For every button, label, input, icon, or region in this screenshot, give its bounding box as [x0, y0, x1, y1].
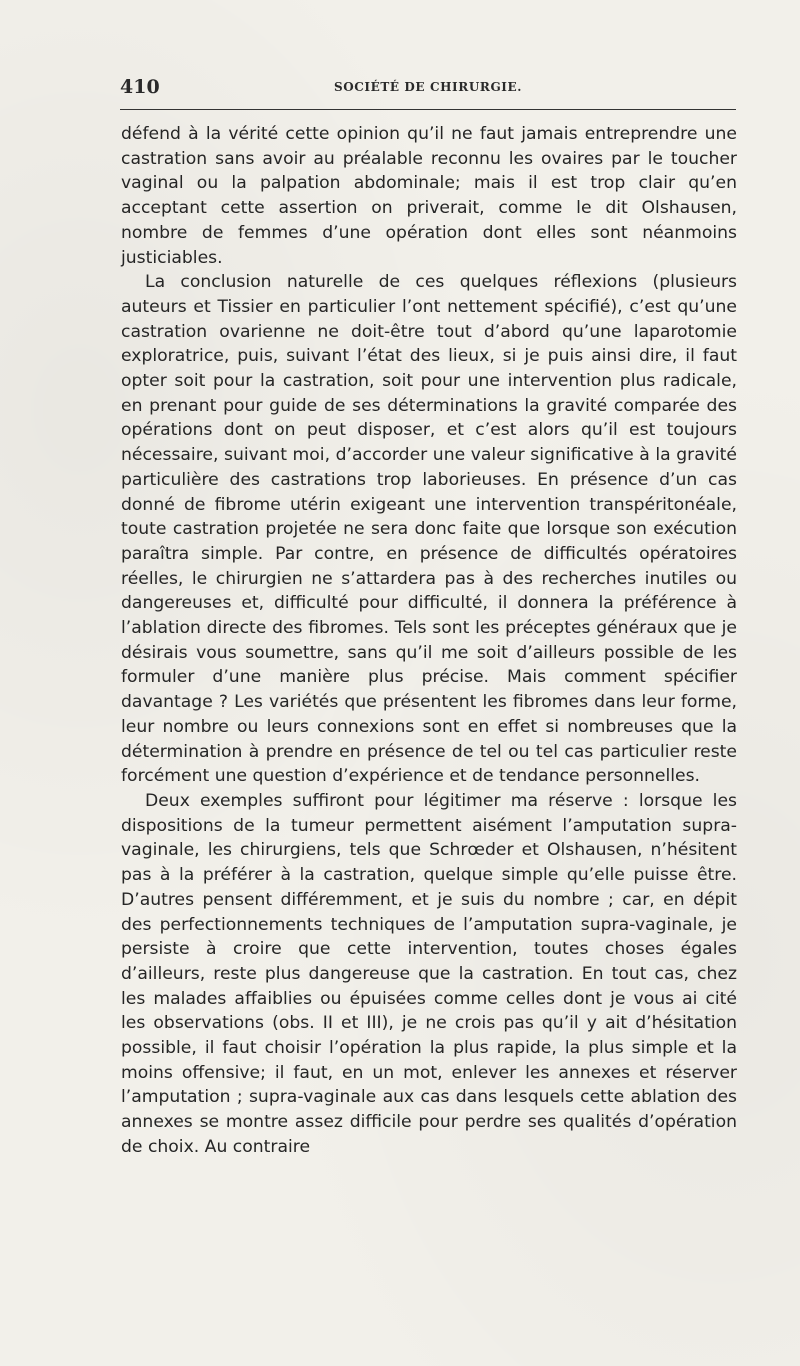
- running-head: SOCIÉTÉ DE CHIRURGIE.: [333, 80, 523, 94]
- body-text: [121, 122, 737, 1160]
- paragraph-conclusion: La conclusion naturelle de ces quelques réflexions (plusieurs auteurs et Tissier en particulier l’ont nettement spécifié), c’est qu’une castration ovarienne ne doit-être tout d’abord qu’une laparotomie exploratrice, puis, suivant l’état des lieux, si je puis ainsi dire, il faut opter soit pour la castration, soit pour une intervention plus radicale, en prenant pour guide de ses déterminations la gravité comparée des opérations dont on peut disposer, et c’est alors qu’il est toujours nécessaire, suivant moi, d’accorder une valeur significative à la gravité particulière des castrations trop laborieuses. En présence d’un cas donné de fibrome utérin exigeant une intervention transpéritonéale, toute castration projetée ne sera donc faite que lorsque son exécution paraîtra simple. Par contre, en présence de difficultés opératoires réelles, le chirurgien ne s’attardera pas à des recherches inutiles ou dangereuses et, difficulté pour difficulté, il donnera la préférence à l’ablation directe des fibromes. Tels sont les préceptes généraux que je désirais vous soumettre, sans qu’il me soit d’ailleurs possible de les formuler d’une manière plus précise. Mais comment spécifier davantage ? Les variétés que présentent les fibromes dans leur forme, leur nombre ou leurs connexions sont en effet si nombreuses que la détermination à prendre en présence de tel ou tel cas particulier reste forcément une question d’expérience et de tendance personnelles.: [121, 272, 737, 787]
- page-header: [120, 76, 736, 100]
- header-rule: [120, 109, 736, 110]
- paragraph-examples: Deux exemples suffiront pour légitimer ma réserve : lorsque les dispositions de la tumeur permettent aisément l’amputation supra-vaginale, les chirurgiens, tels que Schrœder et Olshausen, n’hésitent pas à la préférer à la castration, quelque simple qu’elle puisse être. D’autres pensent différemment, et je suis du nombre ; car, en dépit des perfectionnements techniques de l’amputation supra-vaginale, je persiste à croire que cette intervention, toutes choses égales d’ailleurs, reste plus dangereuse que la castration. En tout cas, chez les malades affaiblies ou épuisées comme celles dont je vous ai cité les observations (obs. II et III), je ne crois pas qu’il y ait d’hésitation possible, il faut choisir l’opération la plus rapide, la plus simple et la moins offensive; il faut, en un mot, enlever les annexes et réserver l’amputation ; supra-vaginale aux cas dans lesquels cette ablation des annexes se montre assez difficile pour perdre ses qualités d’opération de choix. Au contraire: [121, 790, 737, 1157]
- paragraph-continuation: défend à la vérité cette opinion qu’il ne faut jamais entreprendre une castration sans avoir au préalable reconnu les ovaires par le toucher vaginal ou la palpation abdominale; mais il est trop clair qu’en acceptant cette assertion on priverait, comme le dit Olshausen, nombre de femmes d’une opération dont elles sont néanmoins justiciables.: [121, 124, 737, 268]
- page-number: 410: [120, 76, 160, 98]
